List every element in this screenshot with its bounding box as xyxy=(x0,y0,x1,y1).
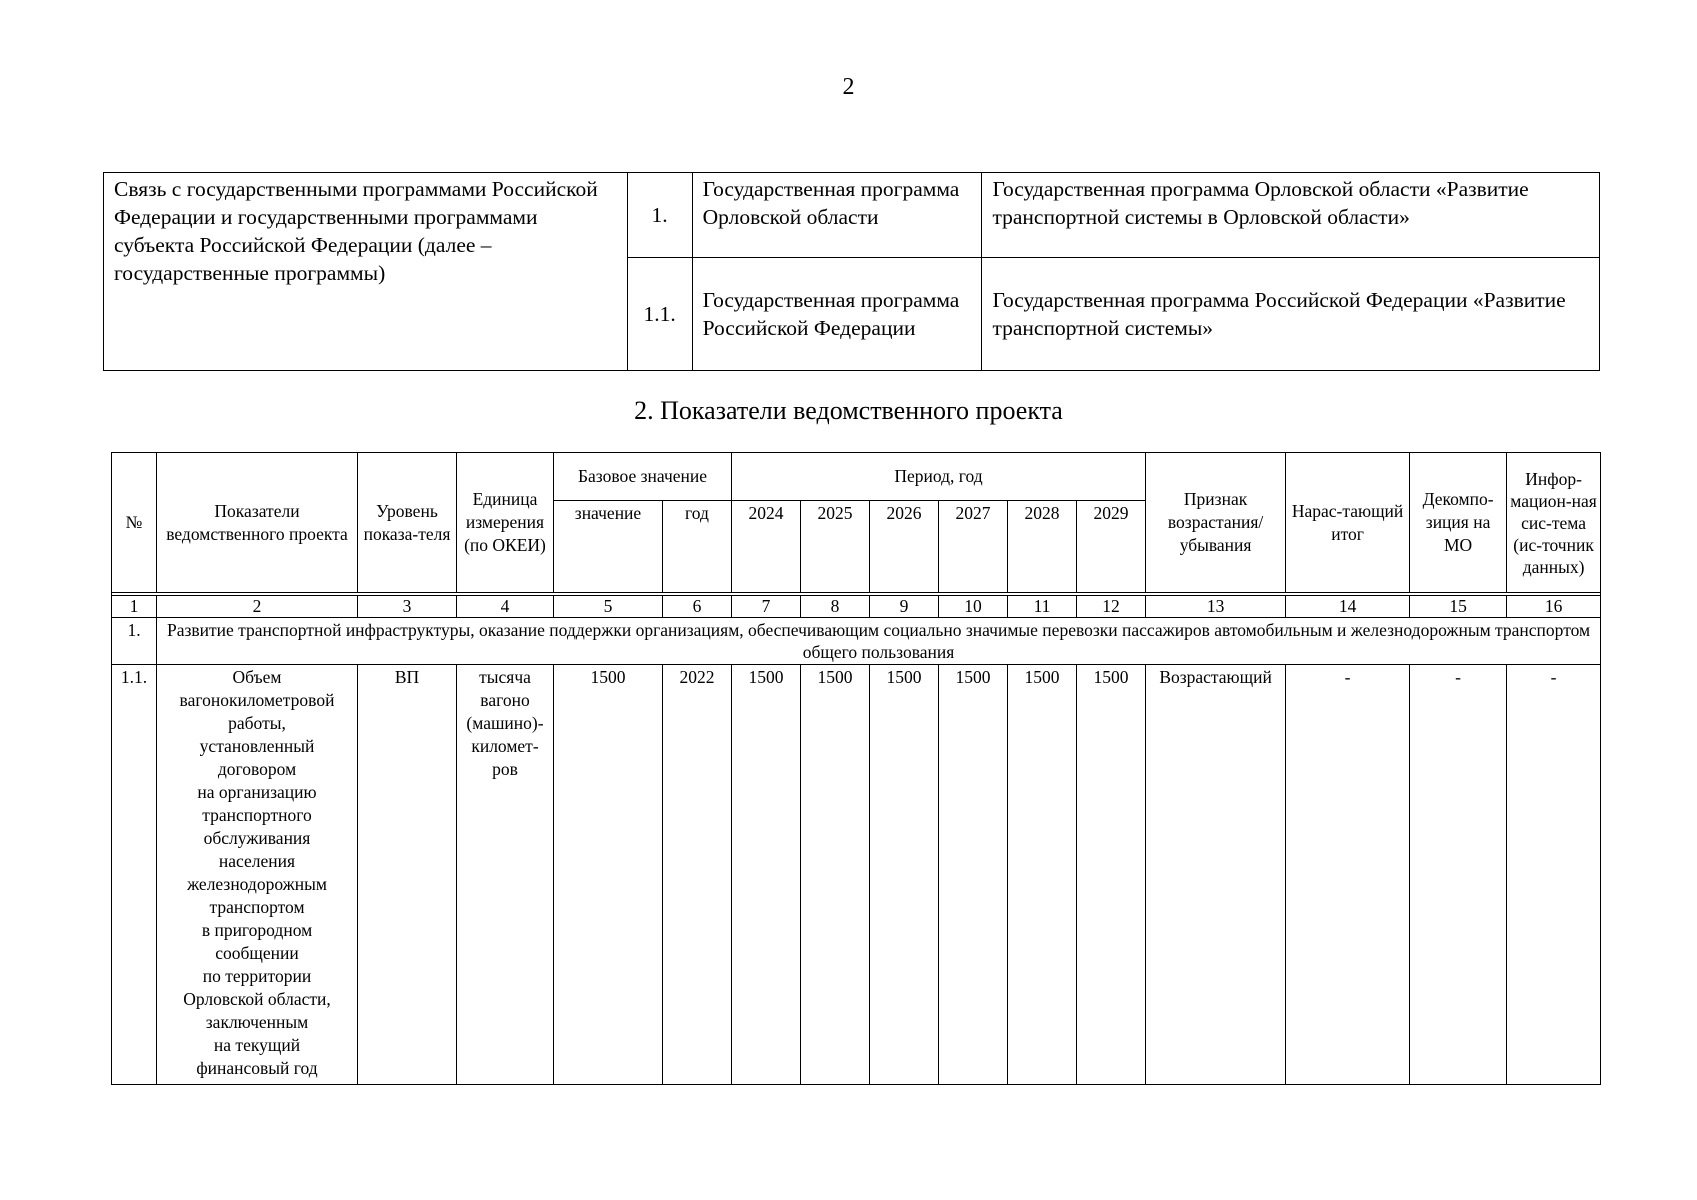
indicator-cumulative: - xyxy=(1286,665,1410,1085)
header-num: № xyxy=(112,453,157,593)
header-year: 2027 xyxy=(939,501,1008,593)
link-row-name: Государственная программа Орловской области «Развитие транспортной системы в Орловской области» xyxy=(982,173,1600,258)
header-year: 2025 xyxy=(801,501,870,593)
column-number: 6 xyxy=(663,596,732,618)
column-number: 4 xyxy=(457,596,554,618)
group-title: Развитие транспортной инфраструктуры, оказание поддержки организациям, обеспечивающим социально значимые перевозки пассажиров автомобильным и железнодорожным транспортом общего пользования xyxy=(157,618,1601,665)
header-period: Период, год xyxy=(732,453,1146,501)
column-number: 15 xyxy=(1410,596,1507,618)
header-base-value: значение xyxy=(554,501,663,593)
link-row-name: Государственная программа Российской Федерации «Развитие транспортной системы» xyxy=(982,258,1600,371)
header-cumulative: Нарас-тающий итог xyxy=(1286,453,1410,593)
header-decomposition: Декомпо-зиция на МО xyxy=(1410,453,1507,593)
indicator-name: Объем вагонокилометровой работы, установленный договором на организацию транспортного обслуживания населения железнодорожным транспортом в пригородном сообщении по территории Орловской области, заключенным на текущий финансовый год xyxy=(157,665,358,1085)
indicator-decomposition: - xyxy=(1410,665,1507,1085)
page-number: 2 xyxy=(842,74,855,100)
column-number: 2 xyxy=(157,596,358,618)
indicator-value-2024: 1500 xyxy=(732,665,801,1085)
indicator-unit: тысяча вагоно (машино)- километ- ров xyxy=(457,665,554,1085)
state-programs-link-table xyxy=(103,172,1600,371)
header-year: 2029 xyxy=(1077,501,1146,593)
column-number: 12 xyxy=(1077,596,1146,618)
header-year: 2026 xyxy=(870,501,939,593)
column-number: 9 xyxy=(870,596,939,618)
link-row-number: 1.1. xyxy=(627,258,692,371)
column-number: 7 xyxy=(732,596,801,618)
indicator-value-2026: 1500 xyxy=(870,665,939,1085)
column-number: 11 xyxy=(1008,596,1077,618)
indicator-value-2029: 1500 xyxy=(1077,665,1146,1085)
column-number: 14 xyxy=(1286,596,1410,618)
header-unit: Единица измерения (по ОКЕИ) xyxy=(457,453,554,593)
header-name: Показатели ведомственного проекта xyxy=(157,453,358,593)
group-number: 1. xyxy=(112,618,157,665)
indicators-table xyxy=(111,452,1601,1085)
header-base: Базовое значение xyxy=(554,453,732,501)
indicator-base-value: 1500 xyxy=(554,665,663,1085)
indicator-trend: Возрастающий xyxy=(1146,665,1286,1085)
link-row xyxy=(104,173,1600,258)
column-number-row xyxy=(112,596,1601,618)
indicator-level: ВП xyxy=(358,665,457,1085)
link-row-type: Государственная программа Российской Федерации xyxy=(692,258,982,371)
column-number: 16 xyxy=(1507,596,1601,618)
header-level: Уровень показа-теля xyxy=(358,453,457,593)
header-year: 2024 xyxy=(732,501,801,593)
link-row-type: Государственная программа Орловской области xyxy=(692,173,982,258)
indicator-source: - xyxy=(1507,665,1601,1085)
indicator-value-2028: 1500 xyxy=(1008,665,1077,1085)
column-number: 10 xyxy=(939,596,1008,618)
header-source: Инфор-мацион-ная сис-тема (ис-точник данных) xyxy=(1507,453,1601,593)
column-number: 3 xyxy=(358,596,457,618)
column-number: 8 xyxy=(801,596,870,618)
header-row xyxy=(112,453,1601,501)
link-label: Связь с государственными программами Российской Федерации и государственными программами субъекта Российской Федерации (далее – государственные программы) xyxy=(104,173,628,371)
indicator-row xyxy=(112,665,1601,1085)
indicator-base-year: 2022 xyxy=(663,665,732,1085)
link-row-number: 1. xyxy=(627,173,692,258)
header-base-year: год xyxy=(663,501,732,593)
indicator-value-2027: 1500 xyxy=(939,665,1008,1085)
section-title: 2. Показатели ведомственного проекта xyxy=(634,396,1063,425)
header-trend: Признак возрастания/ убывания xyxy=(1146,453,1286,593)
column-number: 1 xyxy=(112,596,157,618)
column-number: 13 xyxy=(1146,596,1286,618)
header-year: 2028 xyxy=(1008,501,1077,593)
indicator-value-2025: 1500 xyxy=(801,665,870,1085)
group-row xyxy=(112,618,1601,665)
column-number: 5 xyxy=(554,596,663,618)
indicator-number: 1.1. xyxy=(112,665,157,1085)
